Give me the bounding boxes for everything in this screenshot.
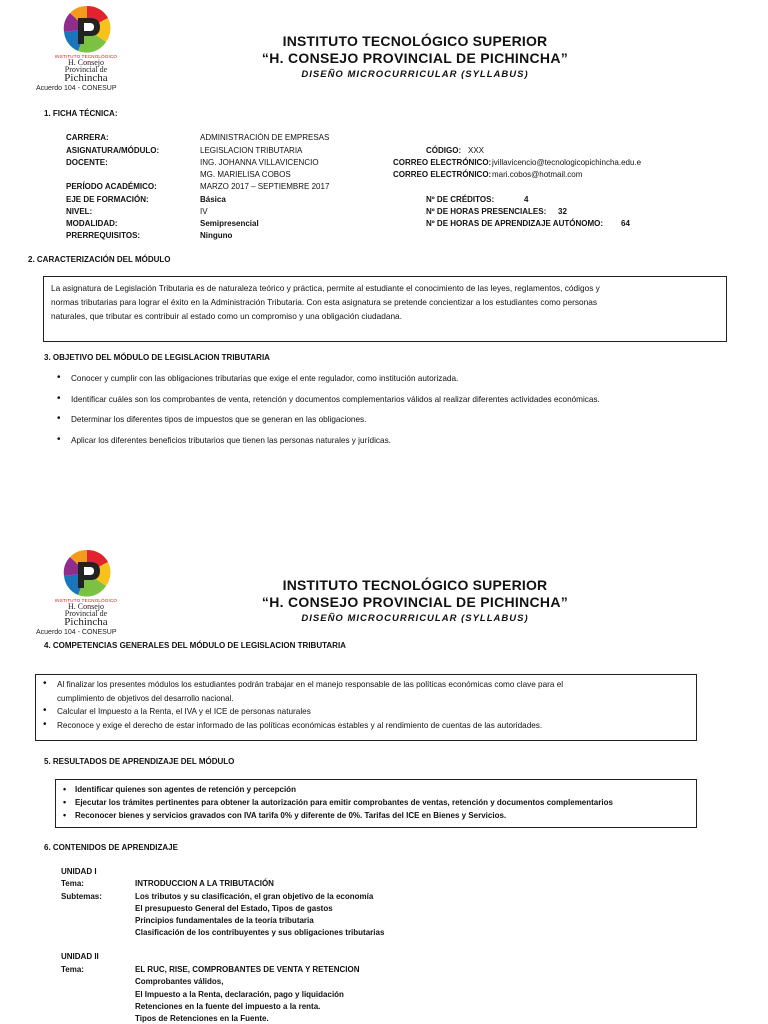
resultado-item: • Identificar quienes son agentes de retención y percepción [75, 785, 296, 794]
section-5-heading: 5. RESULTADOS DE APRENDIZAJE DEL MÓDULO [44, 757, 235, 766]
logo-institute-text: INSTITUTO TECNOLÓGICO [54, 598, 118, 603]
ficha-label: ASIGNATURA/MÓDULO: [66, 146, 160, 155]
competencia-continuation: cumplimiento de objetivos del desarrollo nacional. [57, 694, 234, 703]
section-1-heading: 1. FICHA TÉCNICA: [44, 109, 118, 118]
objetivo-item: • Conocer y cumplir con las obligaciones tributarias que exige el ente regulador, como institución autorizada. [71, 374, 458, 383]
ficha-value: MG. MARIELISA COBOS [200, 170, 291, 179]
header-title-3: DISEÑO MICROCURRICULAR (SYLLABUS) [301, 613, 529, 624]
caracterizacion-line: normas tributarias para lograr el éxito en la Administración Tributaria. Con esta asignatura se pretende concientizar a los estudiantes como personas [51, 297, 598, 307]
unit-1-subtema: Principios fundamentales de la teoría tributaria [135, 916, 314, 925]
competencia-item: • Calcular el Impuesto a la Renta, el IVA y el ICE de personas naturales [57, 707, 311, 716]
page-header [180, 577, 650, 624]
unit-1-tema-label: Tema: [61, 879, 84, 888]
logo-emblem-icon [56, 548, 118, 598]
unit-2-subtema: Comprobantes válidos, [135, 977, 224, 986]
ficha-value: IV [200, 207, 208, 216]
logo-acuerdo: Acuerdo 104 - CONESUP [36, 629, 117, 636]
unit-1-subtemas-label: Subtemas: [61, 892, 102, 901]
objetivo-item: • Identificar cuáles son los comprobantes de venta, retención y documentos complementarios válidos al realizar diferentes actividades económicas. [71, 395, 600, 404]
ficha-label: PRERREQUISITOS: [66, 231, 141, 240]
ficha-email: mari.cobos@hotmail.com [492, 170, 583, 179]
ficha-label-2: CÓDIGO: [426, 146, 462, 155]
page-header [180, 33, 650, 80]
ficha-value-2: 64 [621, 219, 630, 228]
unit-2-subtema: Tipos de Retenciones en la Fuente. [135, 1014, 269, 1023]
logo-line-2: Provincial de [64, 65, 108, 74]
ficha-value: Semipresencial [200, 219, 259, 228]
competencias-box [35, 674, 697, 741]
ficha-label-2: Nº DE CRÉDITOS: [426, 195, 495, 204]
ficha-label: MODALIDAD: [66, 219, 118, 228]
header-title-3: DISEÑO MICROCURRICULAR (SYLLABUS) [301, 69, 529, 80]
logo-institute-text: INSTITUTO TECNOLÓGICO [54, 54, 118, 59]
logo-line-3: Pichincha [64, 72, 108, 84]
objetivo-item: • Determinar los diferentes tipos de impuestos que se generan en las obligaciones. [71, 415, 366, 424]
competencia-item: • Al finalizar los presentes módulos los estudiantes podrán trabajar en el manejo responsable de las políticas económicas como clave para el [57, 680, 563, 689]
unit-2-name: UNIDAD II [61, 952, 99, 961]
unit-1-subtema: Los tributos y su clasificación, el gran objetivo de la economía [135, 892, 374, 901]
ficha-value: MARZO 2017 – SEPTIEMBRE 2017 [200, 182, 330, 191]
competencia-item: • Reconoce y exige el derecho de estar informado de las políticas económicas estables y al rendimiento de cuentas de las autoridades. [57, 721, 542, 730]
institute-logo [36, 4, 156, 92]
resultado-item: • Reconocer bienes y servicios gravados con IVA tarifa 0% y diferente de 0%. Tarifas del ICE en Bienes y Servicios. [75, 811, 506, 820]
resultados-box [55, 779, 697, 828]
unit-2-subtema: El Impuesto a la Renta, declaración, pago y liquidación [135, 990, 344, 999]
ficha-email: jvillavicencio@tecnologicopichincha.edu.e [492, 158, 642, 167]
logo-line-1: H. Consejo [68, 58, 104, 67]
institute-logo [36, 548, 156, 636]
ficha-label-2: Nº DE HORAS PRESENCIALES: [426, 207, 547, 216]
ficha-value: ING. JOHANNA VILLAVICENCIO [200, 158, 319, 167]
ficha-value: Básica [200, 195, 226, 204]
header-title-1: INSTITUTO TECNOLÓGICO SUPERIOR [282, 577, 548, 593]
ficha-label-2: CORREO ELECTRÓNICO: [393, 170, 492, 179]
ficha-value-2: XXX [468, 146, 485, 155]
unit-1-tema: INTRODUCCION A LA TRIBUTACIÓN [135, 879, 274, 888]
section-6-heading: 6. CONTENIDOS DE APRENDIZAJE [44, 843, 178, 852]
section-4-heading: 4. COMPETENCIAS GENERALES DEL MÓDULO DE LEGISLACION TRIBUTARIA [44, 641, 346, 650]
ficha-label: EJE DE FORMACIÓN: [66, 195, 149, 204]
logo-line-2: Provincial de [64, 609, 108, 618]
ficha-label-2: CORREO ELECTRÓNICO: [393, 158, 492, 167]
header-title-2: “H. CONSEJO PROVINCIAL DE PICHINCHA” [261, 594, 569, 610]
logo-line-3: Pichincha [64, 616, 108, 628]
logo-line-1: H. Consejo [68, 602, 104, 611]
unit-2-tema: EL RUC, RISE, COMPROBANTES DE VENTA Y RETENCION [135, 965, 360, 974]
resultado-item: • Ejecutar los trámites pertinentes para obtener la autorización para emitir comprobantes de ventas, retención y documentos complementarios [75, 798, 613, 807]
ficha-value: LEGISLACION TRIBUTARIA [200, 146, 303, 155]
ficha-label: CARRERA: [66, 133, 109, 142]
unit-2-subtema: Retenciones en la fuente del impuesto a la renta. [135, 1002, 321, 1011]
caracterizacion-line: naturales, que tributar es contribuir al estado como un compromiso y una obligación ciudadana. [51, 311, 402, 321]
header-title-1: INSTITUTO TECNOLÓGICO SUPERIOR [282, 33, 548, 49]
logo-emblem-icon [56, 4, 118, 54]
header-title-2: “H. CONSEJO PROVINCIAL DE PICHINCHA” [261, 50, 569, 66]
ficha-value: ADMINISTRACIÓN DE EMPRESAS [200, 133, 330, 142]
unit-1-subtema: El presupuesto General del Estado, Tipos de gastos [135, 904, 333, 913]
section-2-heading: 2. CARACTERIZACIÓN DEL MÓDULO [28, 255, 171, 264]
unit-2-tema-label: Tema: [61, 965, 84, 974]
ficha-value-2: 32 [558, 207, 567, 216]
ficha-label: DOCENTE: [66, 158, 108, 167]
ficha-value-2: 4 [524, 195, 529, 204]
unit-1-subtema: Clasificación de los contribuyentes y sus obligaciones tributarias [135, 928, 385, 937]
ficha-label: NIVEL: [66, 207, 93, 216]
section-3-heading: 3. OBJETIVO DEL MÓDULO DE LEGISLACION TRIBUTARIA [44, 353, 270, 362]
caracterizacion-line: La asignatura de Legislación Tributaria es de naturaleza teórico y práctica, permite al estudiante el conocimiento de las leyes, reglamentos, códigos y [51, 283, 600, 293]
unit-1-name: UNIDAD I [61, 867, 97, 876]
objetivo-item: • Aplicar los diferentes beneficios tributarios que tienen las personas naturales y jurídicas. [71, 436, 391, 445]
ficha-value: Ninguno [200, 231, 233, 240]
ficha-label: PERÍODO ACADÉMICO: [66, 182, 157, 191]
caracterizacion-box [43, 276, 727, 342]
ficha-label-2: Nº DE HORAS DE APRENDIZAJE AUTÓNOMO: [426, 219, 604, 228]
logo-acuerdo: Acuerdo 104 - CONESUP [36, 85, 117, 92]
